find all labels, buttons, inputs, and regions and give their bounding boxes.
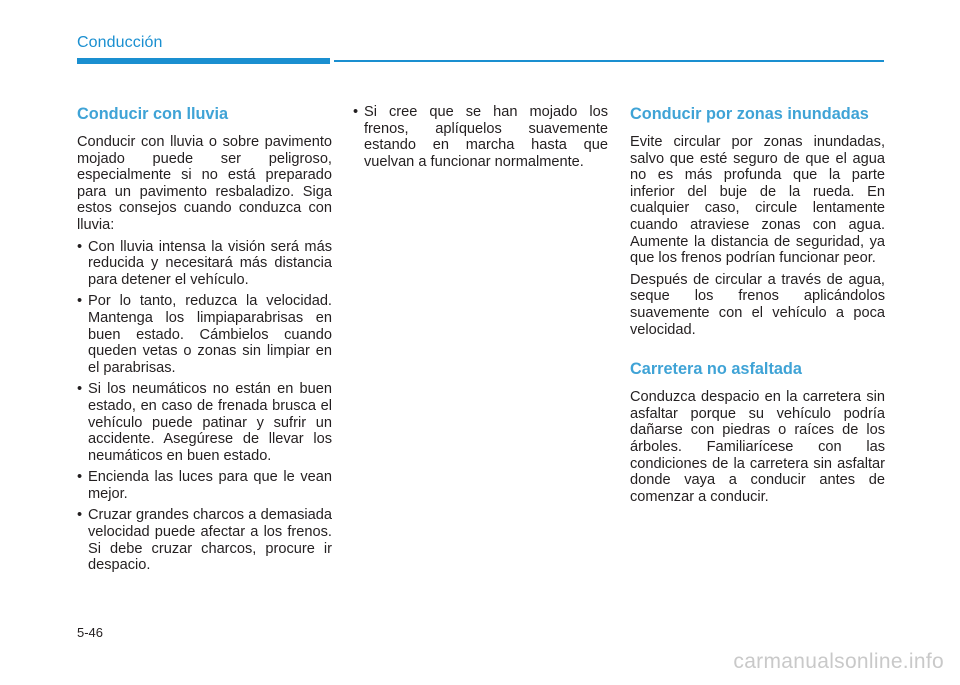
heading-rain: Conducir con lluvia: [77, 105, 229, 123]
list-item: • Si los neumáticos no están en buen estado, en caso de frenada brusca el vehículo puede patinar y sufrir un accidente. Asegúrese de llevar los neumáticos en buen estado.: [77, 381, 332, 464]
header-rule-thick: [77, 58, 330, 64]
heading-unpaved: Carretera no asfaltada: [630, 360, 802, 379]
unpaved-paragraph: Conduzca despacio en la carretera sin asfaltar porque su vehículo podría dañarse con piedras o raíces de los árboles. Familiarícese con las condiciones de la carretera sin asfaltar donde vaya a conducir antes de comenzar a conducir.: [630, 389, 885, 505]
list-item: • Cruzar grandes charcos a demasiada velocidad puede afectar a los frenos. Si debe cruzar charcos, procure ir despacio.: [77, 507, 332, 573]
intro-paragraph: Conducir con lluvia o sobre pavimento mojado puede ser peligroso, especialmente si no está preparado para un pavimento resbaladizo. Siga estos consejos cuando conduzca con lluvia:: [77, 134, 332, 233]
brakes-tips-list: [353, 104, 608, 170]
watermark: carmanualsonline.info: [733, 650, 944, 673]
list-item: • Con lluvia intensa la visión será más reducida y necesitará más distancia para detener el vehículo.: [77, 239, 332, 289]
heading-flooded: Conducir por zonas inundadas: [630, 105, 869, 123]
header-rule-thin: [334, 60, 884, 62]
section-header: Conducción: [77, 34, 163, 51]
page-number: 5-46: [77, 625, 104, 640]
dry-brakes-paragraph: Después de circular a través de agua, seque los frenos aplicándolos suavemente con el vehículo a poca velocidad.: [630, 271, 885, 338]
list-item: • Por lo tanto, reduzca la velocidad. Mantenga los limpiaparabrisas en buen estado. Cámbielos cuando queden vetas o zonas sin limpiar en el parabrisas.: [77, 293, 332, 376]
column-left: [77, 104, 332, 574]
column-middle: [353, 104, 608, 170]
rain-tips-list: [77, 239, 332, 574]
list-item: • Encienda las luces para que le vean mejor.: [77, 469, 332, 502]
list-item: • Si cree que se han mojado los frenos, aplíquelos suavemente estando en marcha hasta que vuelvan a funcionar normalmente.: [353, 104, 608, 170]
flooded-paragraph: Evite circular por zonas inundadas, salvo que esté seguro de que el agua no es más profunda que la parte inferior del buje de la rueda. En cualquier caso, circule lentamente cuando atraviese zonas con agua. Aumente la distancia de seguridad, ya que los frenos podrían funcionar peor.: [630, 134, 885, 267]
column-right: [630, 104, 885, 505]
